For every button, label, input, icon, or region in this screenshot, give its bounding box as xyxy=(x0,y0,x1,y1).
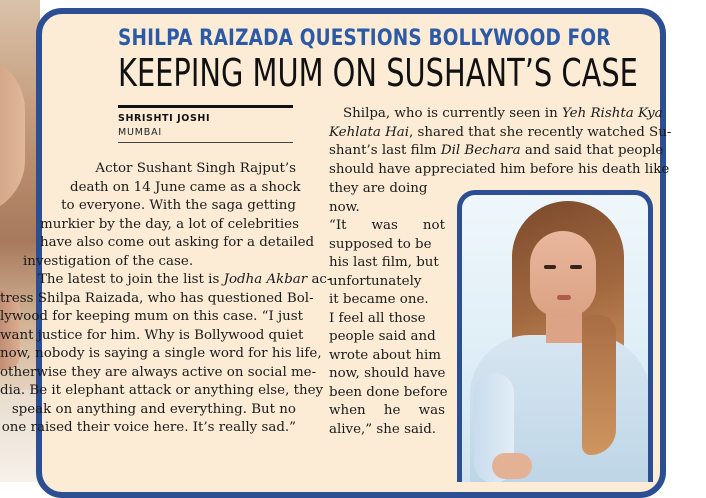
body-line: have also come out asking for a detailed xyxy=(40,235,315,250)
body-line: now, nobody is saying a single word for his life, xyxy=(0,346,322,361)
body-text: The latest to join the list is xyxy=(38,272,224,287)
film-title: Jodha Akbar xyxy=(223,272,308,287)
photo-hand xyxy=(492,453,532,479)
body-line: his last film, but xyxy=(329,255,439,270)
body-line: “It was not xyxy=(329,218,445,233)
body-line: alive,” she said. xyxy=(329,421,437,437)
body-line: unfortunately xyxy=(329,273,422,289)
show-title: Kehlata Hai xyxy=(329,124,410,140)
body-line: investigation of the case. xyxy=(23,253,194,269)
body-line: want justice for him. Why is Bollywood quiet xyxy=(0,327,304,343)
body-line: when he was xyxy=(329,403,445,418)
body-line: speak on anything and everything. But no xyxy=(11,401,296,417)
photo-eye xyxy=(570,265,582,269)
photo-neck xyxy=(546,313,582,343)
body-line: wrote about him xyxy=(329,347,441,363)
body-line xyxy=(38,271,332,290)
body-text: shant’s last film xyxy=(329,143,441,158)
body-line: it became one. xyxy=(329,292,429,307)
byline-rule-bottom xyxy=(118,142,293,143)
body-line: Actor Sushant Singh Rajput’s xyxy=(95,161,296,176)
body-line: I feel all those xyxy=(329,310,426,326)
body-line: now, should have xyxy=(329,366,446,381)
photo-face xyxy=(530,231,596,317)
body-text: and said that people xyxy=(520,143,664,158)
body-line: been done before xyxy=(329,384,448,400)
byline-location: MUMBAI xyxy=(118,127,162,138)
body-line: supposed to be xyxy=(329,236,432,252)
film-title: Dil Bechara xyxy=(440,143,521,158)
headline-main: KEEPING MUM ON SUSHANT’S CASE xyxy=(118,51,638,95)
body-line: one raised their voice here. It’s really sad.” xyxy=(1,420,296,435)
side-photo-shoulder xyxy=(0,55,25,215)
body-line: to everyone. With the saga getting xyxy=(61,198,296,213)
byline-rule-top xyxy=(118,105,293,108)
body-line xyxy=(343,105,663,124)
headline-kicker: SHILPA RAIZADA QUESTIONS BOLLYWOOD FOR xyxy=(118,26,611,51)
body-text: Shilpa, who is currently seen in xyxy=(343,106,562,121)
body-text: , shared that she recently watched Su- xyxy=(409,124,672,140)
body-line: otherwise they are always active on social me- xyxy=(0,364,317,380)
body-line: lywood for keeping mum on this case. “I just xyxy=(0,309,304,324)
show-title: Yeh Rishta Kya xyxy=(561,106,663,121)
body-line: tress Shilpa Raizada, who has questioned Bol- xyxy=(0,290,314,306)
body-line xyxy=(329,124,671,143)
body-line: they are doing xyxy=(329,181,428,196)
body-line: murkier by the day, a lot of celebrities xyxy=(40,216,299,232)
byline-author: SHRISHTI JOSHI xyxy=(118,113,211,124)
body-line: death on 14 June came as a shock xyxy=(70,179,301,195)
body-line xyxy=(329,142,663,161)
body-text: ac- xyxy=(307,272,332,287)
body-line: people said and xyxy=(329,329,436,344)
photo-hair-lock xyxy=(582,315,616,455)
body-line: now. xyxy=(329,199,360,215)
body-line: dia. Be it elephant attack or anything else, they xyxy=(0,383,324,398)
actress-photo xyxy=(457,190,653,482)
photo-eye xyxy=(544,265,556,269)
body-line: should have appreciated him before his death like xyxy=(329,161,670,177)
photo-lips xyxy=(557,295,571,300)
